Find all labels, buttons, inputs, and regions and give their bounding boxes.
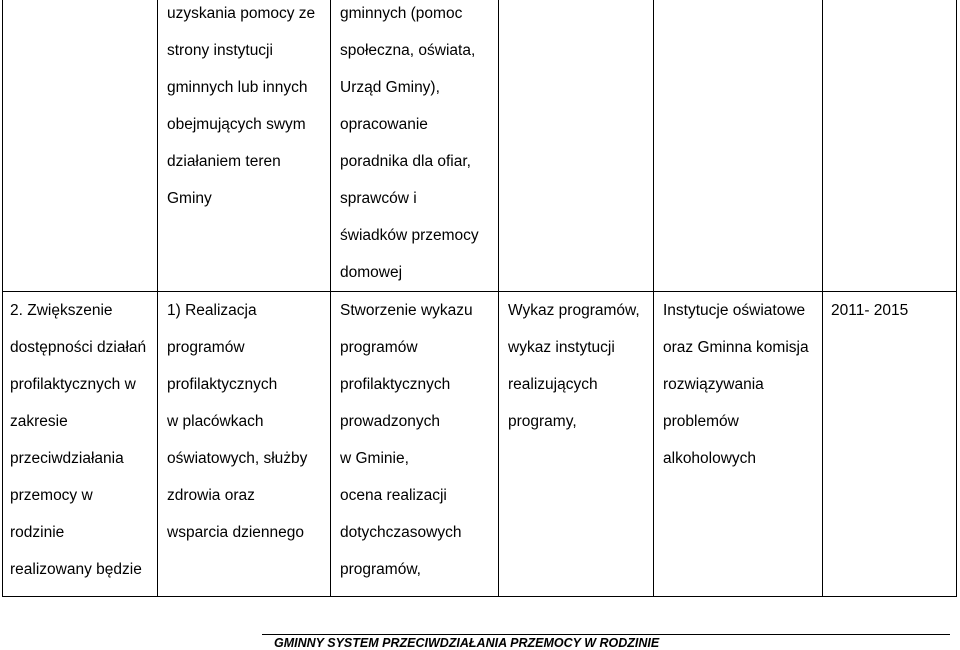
table-col-divider-5	[822, 0, 823, 597]
text-line: sprawców i	[340, 190, 417, 207]
row-col1-cell	[10, 292, 146, 588]
text-line: profilaktycznych	[167, 376, 278, 393]
text-line: zakresie	[10, 413, 68, 430]
text-line: strony instytucji	[167, 42, 273, 59]
text-line: profilaktycznych w	[10, 376, 136, 393]
row-col6-cell	[831, 292, 908, 329]
text-line: gminnych (pomoc	[340, 5, 463, 22]
footer-rule	[262, 634, 950, 635]
row-col4-cell	[508, 292, 640, 440]
text-line: dotychczasowych	[340, 524, 462, 541]
text-line: zdrowia oraz	[167, 487, 255, 504]
row-col2-cell	[167, 292, 307, 551]
fragment-col3-cell	[340, 0, 479, 291]
table-col-divider-2	[330, 0, 331, 597]
table-border-right	[956, 0, 957, 597]
text-line: społeczna, oświata,	[340, 42, 476, 59]
text-line: realizowany będzie	[10, 561, 142, 578]
text-line: rozwiązywania	[663, 376, 764, 393]
text-line: Urząd Gminy),	[340, 79, 440, 96]
text-line: oraz Gminna komisja	[663, 339, 809, 356]
text-line: opracowanie	[340, 116, 428, 133]
text-line: Stworzenie wykazu	[340, 302, 473, 319]
table-col-divider-4	[653, 0, 654, 597]
row-col5-cell	[663, 292, 809, 477]
text-line: Wykaz programów,	[508, 302, 640, 319]
text-line: prowadzonych	[340, 413, 440, 430]
text-line: programy,	[508, 413, 577, 430]
text-line: w placówkach	[167, 413, 264, 430]
text-line: działaniem teren	[167, 153, 281, 170]
text-line: wykaz instytucji	[508, 339, 615, 356]
table-border-left-upper	[2, 0, 3, 597]
text-line: problemów	[663, 413, 739, 430]
text-line: domowej	[340, 264, 403, 281]
text-line: przeciwdziałania	[10, 450, 124, 467]
text-line: alkoholowych	[663, 450, 757, 467]
table-border-bottom	[2, 596, 957, 597]
footer-title: GMINNY SYSTEM PRZECIWDZIAŁANIA PRZEMOCY W RODZINIE	[274, 636, 660, 650]
text-line: uzyskania pomocy ze	[167, 5, 316, 22]
text-line: poradnika dla ofiar,	[340, 153, 471, 170]
text-line: profilaktycznych	[340, 376, 451, 393]
table-col-divider-3	[498, 0, 499, 597]
text-line: oświatowych, służby	[167, 450, 308, 467]
text-line: gminnych lub innych	[167, 79, 308, 96]
table-col-divider-1	[157, 0, 158, 597]
text-line: wsparcia dziennego	[167, 524, 305, 541]
text-line: programów	[167, 339, 245, 356]
fragment-col2-cell	[167, 0, 315, 217]
text-line: świadków przemocy	[340, 227, 479, 244]
text-line: programów,	[340, 561, 421, 578]
text-line: rodzinie	[10, 524, 65, 541]
text-line: 2011- 2015	[831, 302, 909, 319]
text-line: 2. Zwiększenie	[10, 302, 113, 319]
text-line: Instytucje oświatowe	[663, 302, 806, 319]
text-line: realizujących	[508, 376, 598, 393]
text-line: programów	[340, 339, 418, 356]
text-line: dostępności działań	[10, 339, 147, 356]
text-line: przemocy w	[10, 487, 93, 504]
text-line: Gminy	[167, 190, 212, 207]
text-line: ocena realizacji	[340, 487, 447, 504]
text-line: w Gminie,	[340, 450, 409, 467]
text-line: obejmujących swym	[167, 116, 306, 133]
row-col3-cell	[340, 292, 473, 588]
text-line: 1) Realizacja	[167, 302, 257, 319]
